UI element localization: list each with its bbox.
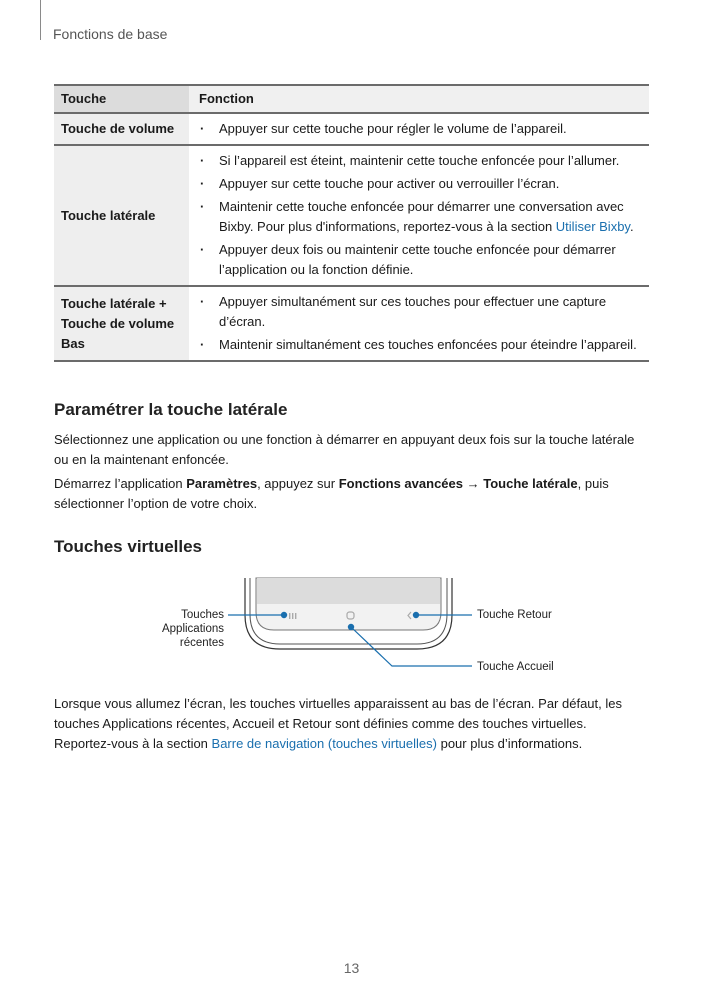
running-header: Fonctions de base [53,26,168,42]
function-item: · Appuyer sur cette touche pour régler le volume de l’appareil. [189,119,649,139]
recent-apps-label [150,608,224,650]
function-item: · Appuyer sur cette touche pour activer ou verrouiller l’écran. [189,174,649,194]
page-number: 13 [343,960,360,976]
function-cell [189,113,649,145]
section-title-side-key: Paramétrer la touche latérale [54,400,288,419]
function-cell [189,145,649,286]
label-line: Applications [161,623,224,635]
arrow: → [463,476,484,491]
label-line: récentes [179,637,224,649]
column-header-function: Fonction [189,85,649,113]
function-item [189,197,649,237]
paragraph: Sélectionnez une application ou une fonction à démarrer en appuyant deux fois sur la touche latérale ou en la maintenant enfoncée. [54,432,635,467]
function-item: · Appuyer deux fois ou maintenir cette touche enfoncée pour démarrer l’application ou la fonction définie. [189,240,649,280]
key-line: Touche de volume [61,315,175,331]
function-item: · Maintenir simultanément ces touches enfoncées pour éteindre l’appareil. [189,335,649,355]
recent-apps-icon [289,613,296,619]
key-line: Touche latérale + [61,295,167,311]
table-header-row [54,85,649,113]
menu-fonctions-avancees: Fonctions avancées [338,476,463,491]
keys-table [54,84,649,362]
home-key-label: Touche Accueil [477,661,554,673]
margin-rule [40,0,41,40]
text: Démarrez l’application [54,476,187,491]
table-row [54,113,649,145]
table-row [54,286,649,361]
key-cell [54,286,189,361]
label-line: Touches [181,609,224,621]
function-item-text: Maintenir cette touche enfoncée pour démarrer une conversation avec Bixby. Pour plus d'informations, reportez-vous à la section [219,199,624,234]
key-line: Bas [61,335,85,351]
table-row [54,145,649,286]
text: Lorsque vous allumez l’écran, les touches virtuelles apparaissent au bas de l’écran. Par défaut, les touches Applications récentes, Accueil et Retour sont définies comme des touches virtuelles. Reportez-vous à la section [54,696,622,751]
column-header-key: Touche [61,91,107,106]
paragraph [54,694,634,754]
section-title-virtual-keys: Touches virtuelles [54,537,203,556]
utiliser-bixby-link[interactable]: Utiliser Bixby [555,219,630,234]
function-cell [189,286,649,361]
back-key-label: Touche Retour [477,609,552,621]
menu-parametres: Paramètres [186,476,258,491]
text: , appuyez sur [257,476,339,491]
navigation-bar-figure [150,570,570,680]
key-cell: Touche latérale [54,145,189,286]
navigation-bar-link[interactable]: Barre de navigation (touches virtuelles) [211,736,437,751]
paragraph [54,474,644,514]
text: pour plus d’informations. [436,736,583,751]
menu-touche-laterale: Touche latérale [483,476,578,491]
key-cell: Touche de volume [54,113,189,145]
function-item: · Si l’appareil est éteint, maintenir cette touche enfoncée pour l’allumer. [189,151,649,171]
function-item: · Appuyer simultanément sur ces touches pour effectuer une capture d’écran. [189,292,649,332]
text: , puis sélectionner l’option de votre choix. [54,476,609,511]
function-item-end: . [629,219,634,234]
